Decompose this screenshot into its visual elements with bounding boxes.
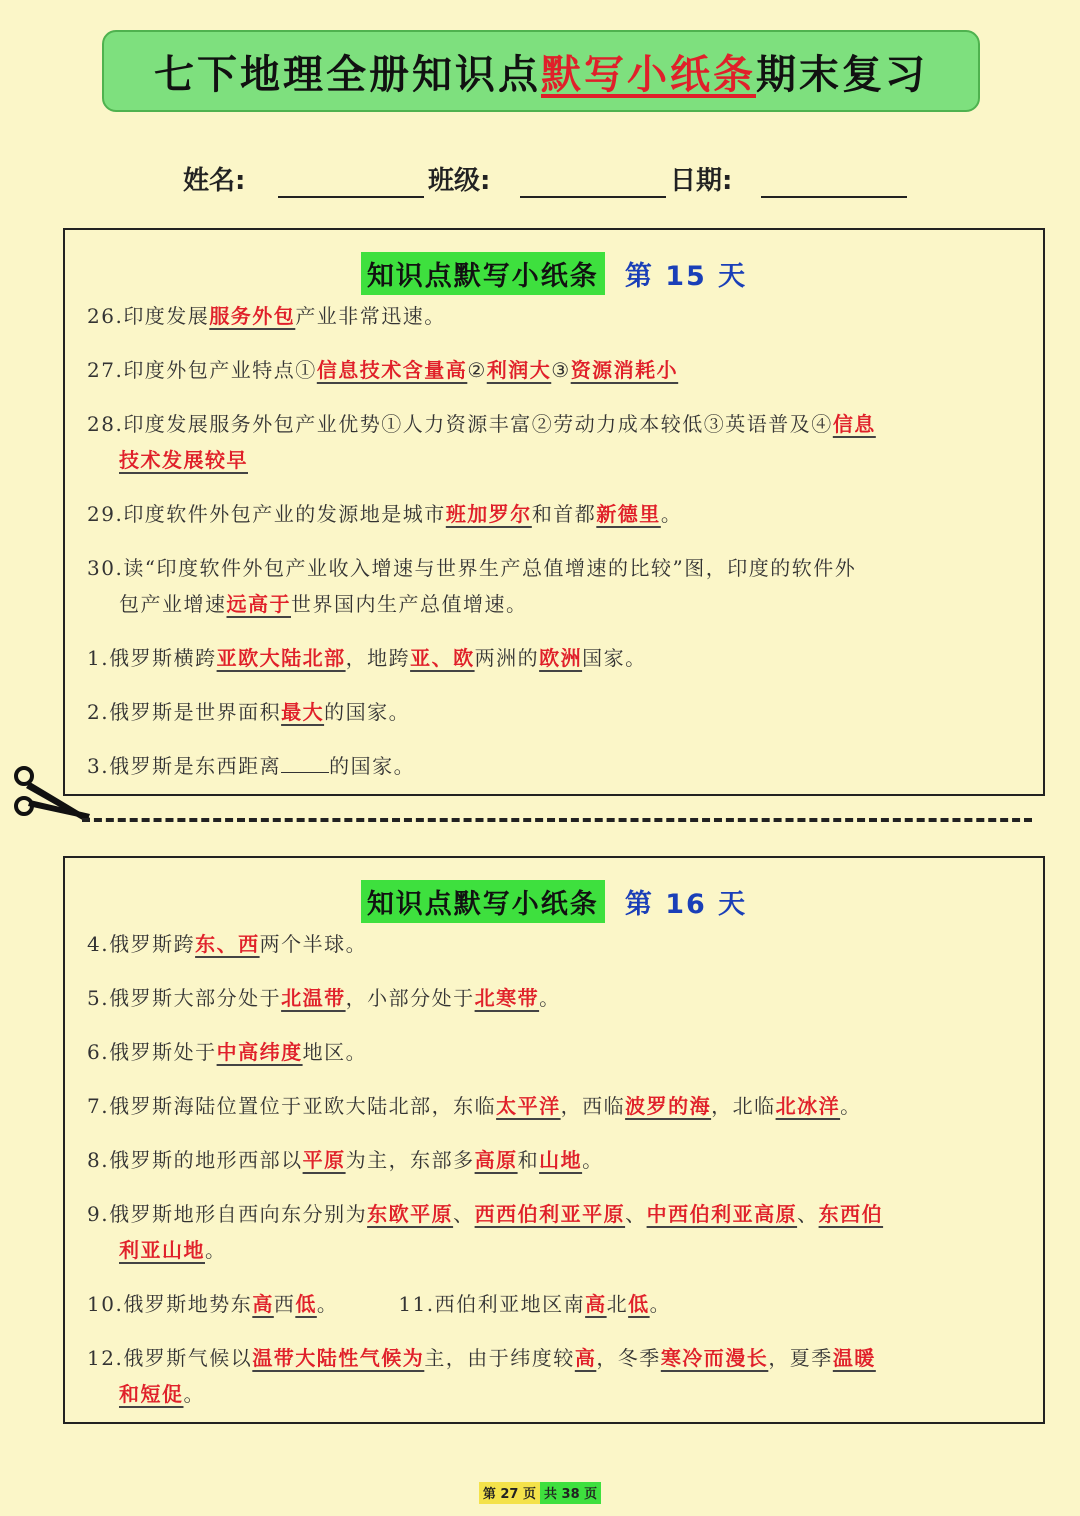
list-item: 1.俄罗斯横跨亚欧大陆北部，地跨亚、欧两洲的欧洲国家。 bbox=[87, 646, 647, 670]
answer: 高原 bbox=[474, 1148, 518, 1172]
scissors-icon bbox=[8, 762, 92, 826]
answer: 低 bbox=[295, 1292, 317, 1316]
name-label: 姓名: bbox=[183, 166, 246, 196]
list-item: 26.印度发展服务外包产业非常迅速。 bbox=[87, 304, 446, 328]
answer: 北温带 bbox=[281, 986, 346, 1010]
list-item: 4.俄罗斯跨东、西两个半球。 bbox=[87, 932, 368, 956]
card-header bbox=[65, 878, 1043, 924]
card-tag: 知识点默写小纸条 bbox=[361, 880, 605, 923]
card-tag: 知识点默写小纸条 bbox=[361, 252, 605, 295]
list-item: 30.读“印度软件外包产业收入增速与世界生产总值增速的比较”图，印度的软件外 包产业增速远高于世界国内生产总值增速。 bbox=[87, 556, 857, 616]
list-item: 28.印度发展服务外包产业优势①人力资源丰富②劳动力成本较低③英语普及④信息 技术发展较早 bbox=[87, 412, 876, 472]
list-item: 10.俄罗斯地势东高西低。 11.西伯利亚地区南高北低。 bbox=[87, 1292, 672, 1316]
answer: 温带大陆性气候为 bbox=[252, 1346, 425, 1370]
class-label: 班级: bbox=[428, 166, 491, 196]
list-item: 27.印度外包产业特点①信息技术含量高②利润大③资源消耗小 bbox=[87, 358, 679, 382]
title-post: 期末复习 bbox=[756, 51, 928, 98]
answer: 东欧平原 bbox=[367, 1202, 454, 1226]
answer: 利润大 bbox=[486, 358, 552, 382]
answer: 平原 bbox=[302, 1148, 346, 1172]
answer: 西西伯利亚平原 bbox=[474, 1202, 626, 1226]
list-item: 8.俄罗斯的地形西部以平原为主，东部多高原和山地。 bbox=[87, 1148, 604, 1172]
answer: 北寒带 bbox=[474, 986, 540, 1010]
answer: 最大 bbox=[281, 700, 325, 724]
list-item: 12.俄罗斯气候以温带大陆性气候为主，由于纬度较高，冬季寒冷而漫长，夏季温暖 和短促。 bbox=[87, 1346, 876, 1406]
answer: 服务外包 bbox=[209, 304, 296, 328]
list-item: 9.俄罗斯地形自西向东分别为东欧平原、西西伯利亚平原、中西伯利亚高原、东西伯 利亚山地。 bbox=[87, 1202, 884, 1262]
answer: 信息 bbox=[832, 412, 876, 436]
card-day: 第 15 天 bbox=[624, 260, 748, 292]
answer: 和短促 bbox=[119, 1382, 184, 1406]
answer: 山地 bbox=[539, 1148, 583, 1172]
answer: 新德里 bbox=[596, 502, 661, 526]
answer: 寒冷而漫长 bbox=[660, 1346, 769, 1370]
list-item: 3.俄罗斯是东西距离 的国家。 bbox=[87, 754, 416, 778]
list-item: 29.印度软件外包产业的发源地是城市班加罗尔和首都新德里。 bbox=[87, 502, 683, 526]
page-footer bbox=[0, 1482, 1080, 1504]
list-item: 6.俄罗斯处于中高纬度地区。 bbox=[87, 1040, 368, 1064]
answer: 太平洋 bbox=[496, 1094, 561, 1118]
card-header bbox=[65, 250, 1043, 296]
page-title bbox=[102, 30, 980, 112]
date-blank[interactable] bbox=[761, 196, 907, 198]
date-label: 日期: bbox=[670, 166, 733, 196]
class-blank[interactable] bbox=[520, 196, 666, 198]
answer: 技术发展较早 bbox=[119, 448, 248, 472]
title-highlight: 默写小纸条 bbox=[541, 51, 756, 98]
answer: 高 bbox=[252, 1292, 274, 1316]
student-info-row bbox=[0, 160, 1080, 204]
answer: 北冰洋 bbox=[775, 1094, 841, 1118]
answer: 温暖 bbox=[832, 1346, 876, 1370]
answer: 亚、欧 bbox=[410, 646, 475, 670]
answer: 东、西 bbox=[195, 932, 260, 956]
note-card-day-16 bbox=[63, 856, 1045, 1424]
answer: 班加罗尔 bbox=[445, 502, 532, 526]
name-blank[interactable] bbox=[278, 196, 424, 198]
list-item: 2.俄罗斯是世界面积最大的国家。 bbox=[87, 700, 411, 724]
answer: 利亚山地 bbox=[119, 1238, 205, 1262]
answer: 高 bbox=[574, 1346, 597, 1370]
cut-line bbox=[82, 818, 1032, 822]
answer: 信息技术含量高 bbox=[316, 358, 468, 382]
card-day: 第 16 天 bbox=[624, 888, 748, 920]
note-card-day-15 bbox=[63, 228, 1045, 796]
list-item: 5.俄罗斯大部分处于北温带，小部分处于北寒带。 bbox=[87, 986, 561, 1010]
answer: 波罗的海 bbox=[625, 1094, 712, 1118]
answer: 资源消耗小 bbox=[570, 358, 679, 382]
answer: 远高于 bbox=[226, 592, 291, 616]
title-pre: 七下地理全册知识点 bbox=[154, 51, 541, 98]
answer: 欧洲 bbox=[539, 646, 583, 670]
page-number: 第 27 页 bbox=[479, 1482, 540, 1504]
answer: 中高纬度 bbox=[216, 1040, 303, 1064]
answer: 亚欧大陆北部 bbox=[216, 646, 346, 670]
answer: 高 bbox=[585, 1292, 607, 1316]
answer: 中西伯利亚高原 bbox=[646, 1202, 798, 1226]
answer: 低 bbox=[628, 1292, 650, 1316]
list-item: 7.俄罗斯海陆位置位于亚欧大陆北部，东临太平洋，西临波罗的海，北临北冰洋。 bbox=[87, 1094, 862, 1118]
answer-blank[interactable] bbox=[281, 754, 329, 773]
answer: 东西伯 bbox=[818, 1202, 884, 1226]
page-total: 共 38 页 bbox=[540, 1482, 601, 1504]
